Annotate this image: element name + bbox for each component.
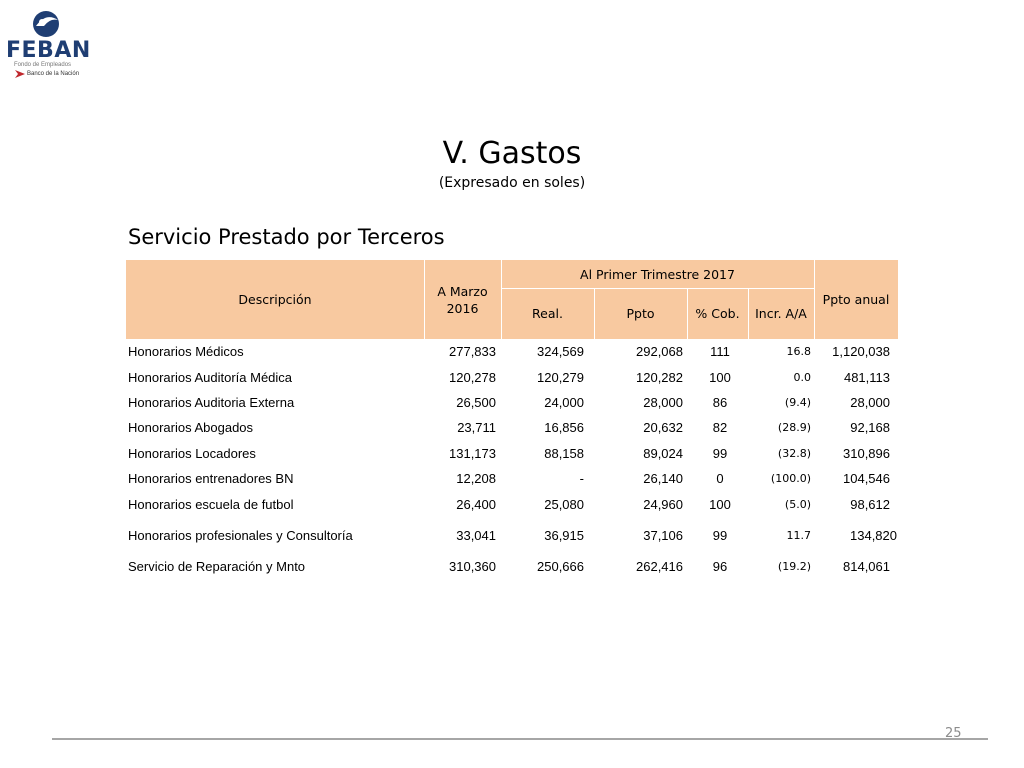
table-row — [126, 446, 898, 466]
cell-real: - — [579, 471, 584, 486]
cell-cob: 99 — [712, 446, 728, 461]
table-row — [126, 344, 898, 364]
cell-descripcion: Honorarios Auditoría Médica — [128, 370, 293, 385]
cell-descripcion: Honorarios entrenadores BN — [128, 471, 294, 486]
cell-cob: 111 — [710, 344, 730, 359]
cell-ppto: 24,960 — [643, 497, 683, 512]
cell-a-marzo: 26,400 — [456, 497, 496, 512]
cell-incr: (9.4) — [784, 396, 811, 409]
cell-ppto: 26,140 — [643, 471, 683, 486]
cell-cob: 0 — [716, 471, 724, 486]
table-row — [126, 471, 898, 491]
cell-descripcion: Honorarios profesionales y Consultoría — [128, 528, 353, 543]
cell-a-marzo: 12,208 — [456, 471, 496, 486]
cell-ppto: 28,000 — [643, 395, 683, 410]
cell-ppto: 89,024 — [643, 446, 683, 461]
cell-ppto-anual: 92,168 — [850, 420, 890, 435]
cell-cob: 96 — [712, 559, 728, 574]
cell-real: 25,080 — [544, 497, 584, 512]
logo-name: FEBAN — [6, 38, 91, 63]
cell-incr: (32.8) — [777, 447, 811, 460]
cell-ppto-anual: 134,820 — [850, 528, 897, 543]
header-descripcion: Descripción — [238, 292, 312, 307]
header-trimestre-group: Al Primer Trimestre 2017 — [580, 266, 735, 282]
header-a-marzo: A Marzo 2016 — [437, 283, 488, 316]
cell-ppto-anual: 481,113 — [843, 370, 890, 385]
cell-ppto: 20,632 — [643, 420, 683, 435]
cell-incr: 0.0 — [793, 371, 811, 384]
cell-descripcion: Servicio de Reparación y Mnto — [128, 559, 306, 574]
logo-tagline: Fondo de Empleados — [14, 62, 72, 68]
cell-cob: 82 — [712, 420, 728, 435]
cell-real: 24,000 — [544, 395, 584, 410]
table-header — [126, 260, 898, 339]
cell-incr: (28.9) — [777, 421, 811, 434]
logo-bank-name: Banco de la Nación — [27, 71, 80, 77]
cell-cob: 100 — [709, 370, 731, 385]
cell-incr: (5.0) — [784, 498, 811, 511]
cell-descripcion: Honorarios escuela de futbol — [128, 497, 294, 512]
cell-a-marzo: 310,360 — [449, 559, 496, 574]
cell-ppto: 37,106 — [643, 528, 683, 543]
slide-title: V. Gastos — [442, 136, 582, 171]
cell-a-marzo: 23,711 — [457, 420, 496, 435]
section-title: Servicio Prestado por Terceros — [128, 225, 445, 249]
cell-ppto-anual: 98,612 — [850, 497, 890, 512]
cell-incr: (19.2) — [777, 560, 811, 573]
page-number: 25 — [945, 726, 962, 741]
cell-incr: 16.8 — [786, 345, 811, 358]
cell-descripcion: Honorarios Abogados — [128, 420, 254, 435]
slide-subtitle: (Expresado en soles) — [438, 175, 586, 191]
cell-ppto: 120,282 — [636, 370, 683, 385]
cell-incr: (100.0) — [770, 472, 811, 485]
cell-ppto-anual: 28,000 — [850, 395, 890, 410]
cell-real: 16,856 — [544, 420, 584, 435]
cell-ppto: 292,068 — [636, 344, 683, 359]
cell-ppto-anual: 1,120,038 — [832, 344, 890, 359]
table-row — [126, 497, 898, 517]
cell-ppto-anual: 814,061 — [843, 559, 890, 574]
cell-a-marzo: 33,041 — [456, 528, 496, 543]
cell-ppto-anual: 104,546 — [843, 471, 890, 486]
cell-real: 88,158 — [544, 446, 584, 461]
cell-incr: 11.7 — [786, 529, 811, 542]
cell-a-marzo: 120,278 — [449, 370, 496, 385]
header-ppto-anual: Ppto anual — [822, 292, 890, 307]
cell-cob: 100 — [709, 497, 731, 512]
footer-divider — [52, 738, 988, 740]
header-cob: % Cob. — [695, 306, 740, 321]
bank-arrow-icon — [15, 70, 25, 78]
table-row — [126, 370, 898, 390]
cell-ppto-anual: 310,896 — [843, 446, 890, 461]
header-incr: Incr. A/A — [755, 306, 807, 321]
cell-real: 250,666 — [537, 559, 584, 574]
table-row — [126, 395, 898, 415]
cell-real: 36,915 — [544, 528, 584, 543]
cell-descripcion: Honorarios Locadores — [128, 446, 256, 461]
cell-ppto: 262,416 — [636, 559, 683, 574]
table-row — [126, 559, 898, 579]
table-row — [126, 420, 898, 440]
cell-a-marzo: 277,833 — [449, 344, 496, 359]
cell-real: 120,279 — [537, 370, 584, 385]
cell-cob: 86 — [712, 395, 728, 410]
cell-descripcion: Honorarios Médicos — [128, 344, 244, 359]
cell-descripcion: Honorarios Auditoria Externa — [128, 395, 295, 410]
cell-real: 324,569 — [537, 344, 584, 359]
header-ppto: Ppto — [626, 306, 655, 321]
header-real: Real. — [532, 306, 563, 321]
cell-cob: 99 — [712, 528, 728, 543]
cell-a-marzo: 131,173 — [449, 446, 496, 461]
table-row — [126, 528, 898, 548]
cell-a-marzo: 26,500 — [456, 395, 496, 410]
